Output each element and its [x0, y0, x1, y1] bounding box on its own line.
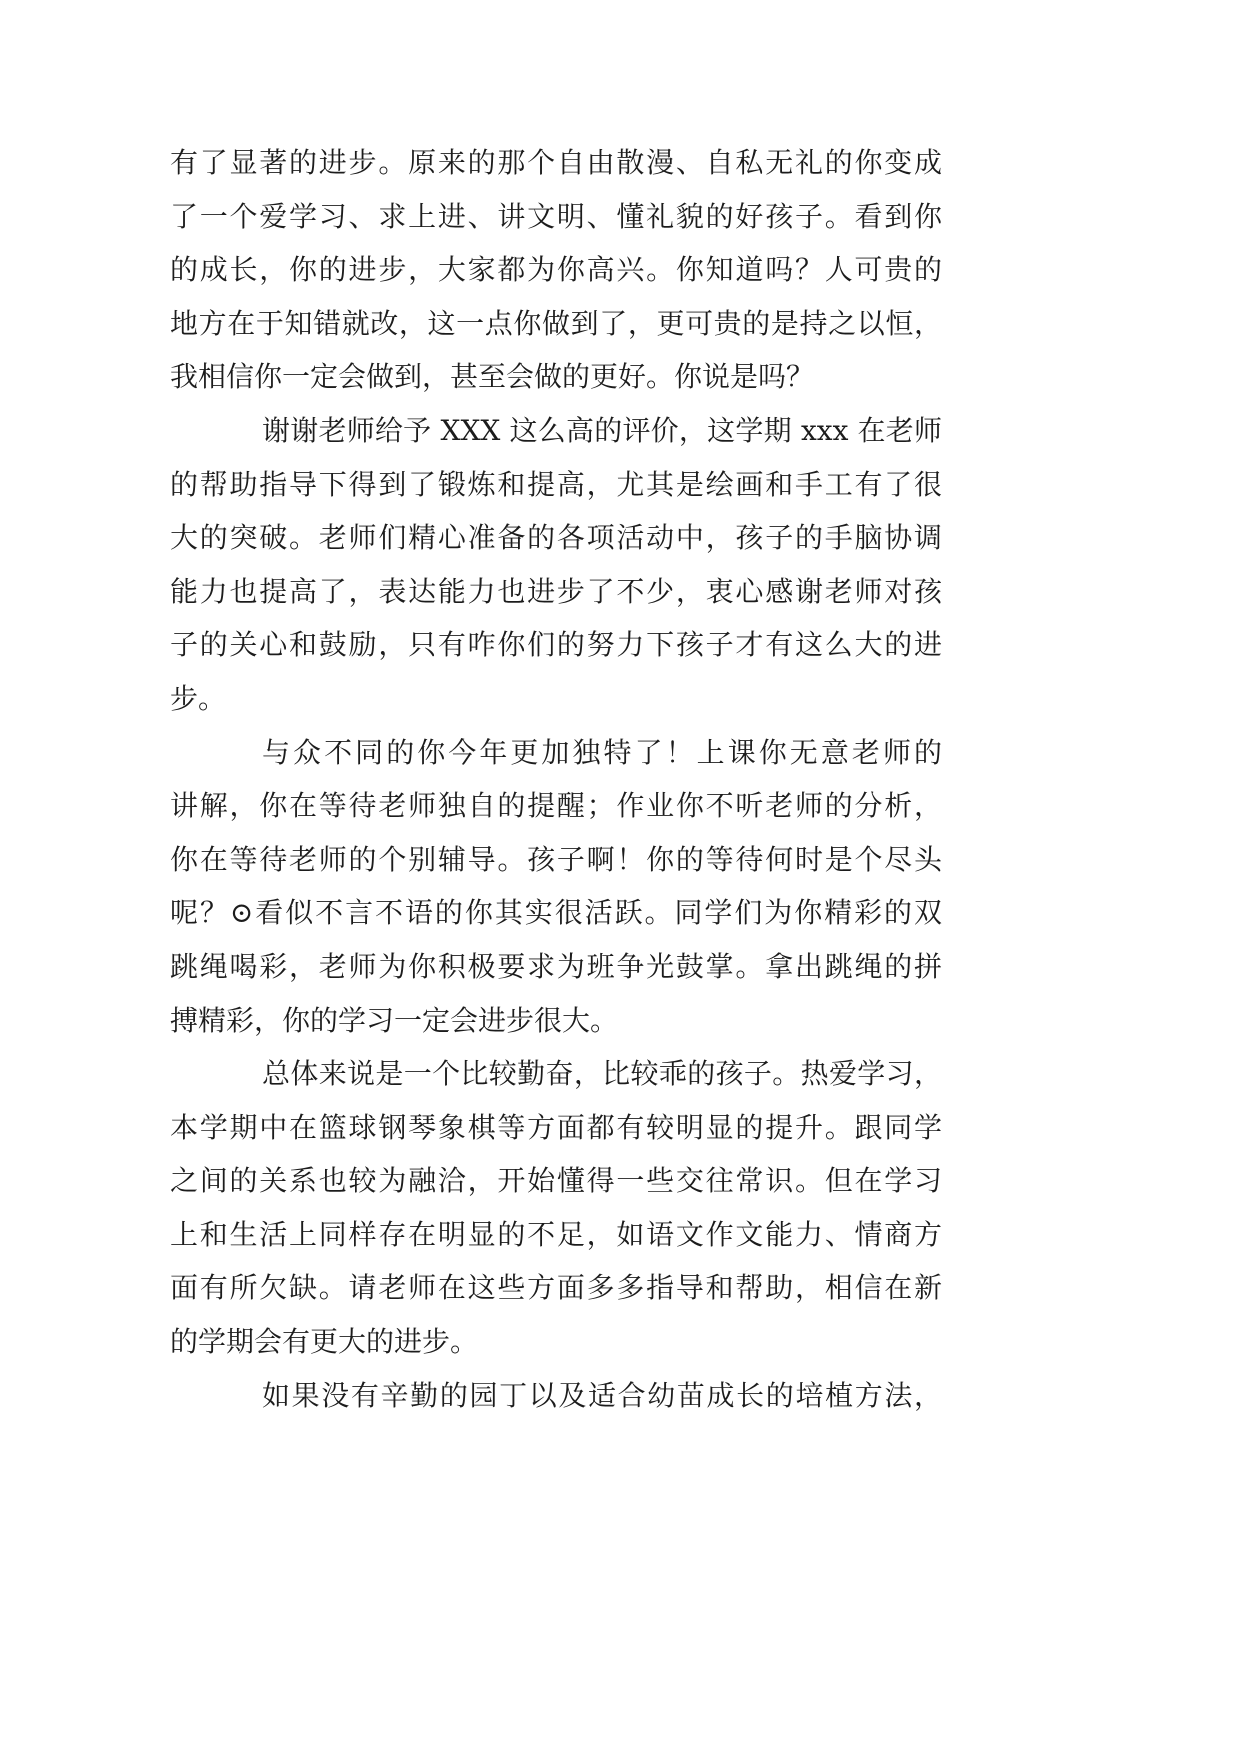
- text-line: 与众不同的你今年更加独特了！上课你无意老师的: [262, 735, 942, 769]
- text-line: 有了显著的进步。原来的那个自由散漫、自私无礼的你变成: [170, 146, 942, 179]
- text-line: 面有所欠缺。请老师在这些方面多多指导和帮助，相信在新: [170, 1271, 942, 1305]
- text-line: 上和生活上同样存在明显的不足，如语文作文能力、情商方: [170, 1217, 942, 1251]
- document-body: [170, 136, 942, 1422]
- text-line: 能力也提高了，表达能力也进步了不少，衷心感谢老师对孩: [170, 574, 942, 608]
- text-line: 如果没有辛勤的园丁以及适合幼苗成长的培植方法，: [262, 1378, 942, 1412]
- paragraph-1: [170, 136, 942, 404]
- text-line: 搏精彩，你的学习一定会进步很大。: [170, 1003, 619, 1037]
- paragraph-3: [170, 726, 942, 1048]
- text-line: 总体来说是一个比较勤奋，比较乖的孩子。热爱学习，: [262, 1057, 942, 1091]
- text-line: 我相信你一定会做到，甚至会做的更好。你说是吗？: [170, 360, 815, 394]
- text-line: 本学期中在篮球钢琴象棋等方面都有较明显的提升。跟同学: [170, 1110, 942, 1144]
- paragraph-5: [170, 1369, 942, 1423]
- text-line: 你在等待老师的个别辅导。孩子啊！你的等待何时是个尽头: [170, 842, 942, 876]
- text-line: 呢？⊙看似不言不语的你其实很活跃。同学们为你精彩的双: [170, 896, 942, 930]
- text-line: 跳绳喝彩，老师为你积极要求为班争光鼓掌。拿出跳绳的拼: [170, 949, 942, 983]
- text-line: 地方在于知错就改，这一点你做到了，更可贵的是持之以恒，: [170, 306, 942, 340]
- text-line: 步。: [170, 681, 227, 715]
- text-line: 谢谢老师给予 XXX 这么高的评价，这学期 xxx 在老师: [262, 413, 942, 447]
- text-line: 之间的关系也较为融洽，开始懂得一些交往常识。但在学习: [170, 1164, 942, 1198]
- text-line: 的帮助指导下得到了锻炼和提高，尤其是绘画和手工有了很: [170, 467, 942, 501]
- text-line: 大的突破。老师们精心准备的各项活动中，孩子的手脑协调: [170, 521, 942, 555]
- text-line: 讲解，你在等待老师独自的提醒；作业你不听老师的分析，: [170, 789, 942, 823]
- text-line: 子的关心和鼓励，只有咋你们的努力下孩子才有这么大的进: [170, 628, 942, 662]
- text-line: 了一个爱学习、求上进、讲文明、懂礼貌的好孩子。看到你: [170, 199, 942, 233]
- text-line: 的成长，你的进步，大家都为你高兴。你知道吗？人可贵的: [170, 253, 942, 287]
- paragraph-2: [170, 404, 942, 726]
- text-line: 的学期会有更大的进步。: [170, 1325, 479, 1359]
- paragraph-4: [170, 1047, 942, 1369]
